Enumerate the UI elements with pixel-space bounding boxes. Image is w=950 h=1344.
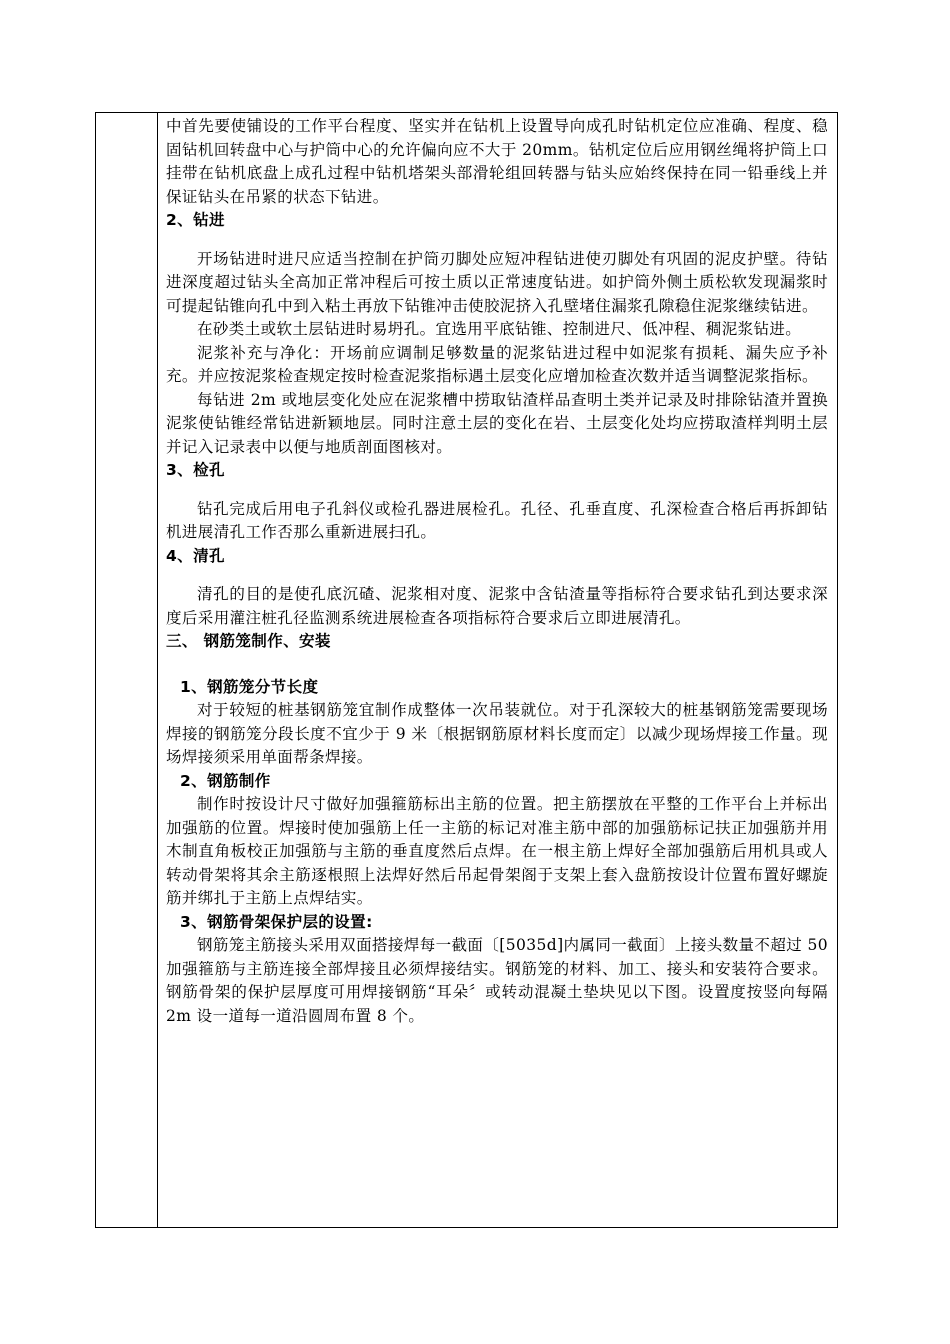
paragraph-sampling: 每钻进 2m 或地层变化处应在泥浆槽中捞取钻渣样品查明土类并记录及时排除钻渣并置换泥浆使钻锥经常钻进新颖地层。同时注意土层的变化在岩、土层变化处均应捞取渣样判明土层并记入记录表中以便与地质剖面图核对。 [166,390,828,456]
paragraph-hole-inspection: 钻孔完成后用电子孔斜仪或检孔器进展检孔。孔径、孔垂直度、孔深检查合格后再拆卸钻机进展清孔工作否那么重新进展扫孔。 [166,499,828,541]
table-frame [95,112,838,1228]
paragraph-start-drilling: 开场钻进时进尺应适当控制在护筒刃脚处应短冲程钻进使刃脚处有巩固的泥皮护壁。待钻进深度超过钻头全高加正常冲程后可按土质以正常速度钻进。如护筒外侧土质松软发现漏浆时可提起钻锥向孔中到入粘土再放下钻锥冲击使胶泥挤入孔壁堵住漏浆孔隙稳住泥浆继续钻进。 [166,249,828,315]
paragraph-rebar-fabrication: 制作时按设计尺寸做好加强箍筋标出主筋的位置。把主筋摆放在平整的工作平台上并标出加强筋的位置。焊接时使加强筋上任一主筋的标记对准主筋中部的加强筋标记扶正加强筋并用木制直角板校正加强筋与主筋的垂直度然后点焊。在一根主筋上焊好全部加强筋后用机具或人转动骨架将其余主筋逐根照上法焊好然后吊起骨架阁于支架上套入盘筋按设计位置布置好螺旋筋并绑扎于主筋上点焊结实。 [166,795,828,907]
paragraph-hole-cleaning: 清孔的目的是使孔底沉碴、泥浆相对度、泥浆中含钻渣量等指标符合要求钻孔到达要求深度后采用灌注桩孔径监测系统进展检查各项指标符合要求后立即进展清孔。 [166,585,828,627]
paragraph-cover-layer: 钢筋笼主筋接头采用双面搭接焊每一截面〔[5035d]内属同一截面〕上接头数量不超过 50 加强箍筋与主筋连接全部焊接且必须焊接结实。钢筋笼的材料、加工、接头和安装符合要求。钢筋骨架的保护层厚度可用焊接钢筋“耳朵〞或转动混凝土垫块见以下图。设置度按竖向每隔 2m 设一道每一道沿圆周布置 8 个。 [166,936,828,1025]
heading-rebar-fabrication: 2、钢筋制作 [180,771,271,790]
left-column-cell [96,113,158,1227]
paragraph-mud-supplement: 泥浆补充与净化：开场前应调制足够数量的泥浆钻进过程中如泥浆有损耗、漏失应予补充。并应按泥浆检查规定按时检查泥浆指标遇土层变化应增加检查次数并适当调整泥浆指标。 [166,343,828,385]
content-cell [166,115,828,1028]
paragraph-sandy-soil: 在砂类土或软土层钻进时易坍孔。宜选用平底钻锥、控制进尺、低冲程、稠泥浆钻进。 [197,320,802,338]
heading-hole-inspection: 3、检孔 [166,461,225,479]
heading-hole-cleaning: 4、清孔 [166,546,225,565]
heading-drilling: 2、钻进 [166,211,225,229]
heading-section-three: 三、 钢筋笼制作、安装 [166,632,331,650]
paragraph-cage-segment-length: 对于较短的桩基钢筋笼宜制作成整体一次吊装就位。对于孔深较大的桩基钢筋笼需要现场焊接的钢筋笼分段长度不宜少于 9 米〔根据钢筋原材料长度而定〕以减少现场焊接工作量。现场焊接须采用单面帮条焊接。 [166,701,828,766]
paragraph-drill-positioning: 中首先要使铺设的工作平台程度、坚实并在钻机上设置导向成孔时钻机定位应准确、程度、稳固钻机回转盘中心与护筒中心的允许偏向应不大于 20mm。钻机定位后应用钢丝绳将护筒上口挂带在钻机底盘上成孔过程中钻机塔架头部滑轮组回转器与钻头应始终保持在同一铅垂线上并保证钻头在吊紧的状态下钻进。 [166,117,828,206]
heading-cage-segment-length: 1、钢筋笼分节长度 [180,677,319,696]
heading-cover-layer: 3、钢筋骨架保护层的设置: [180,912,373,931]
